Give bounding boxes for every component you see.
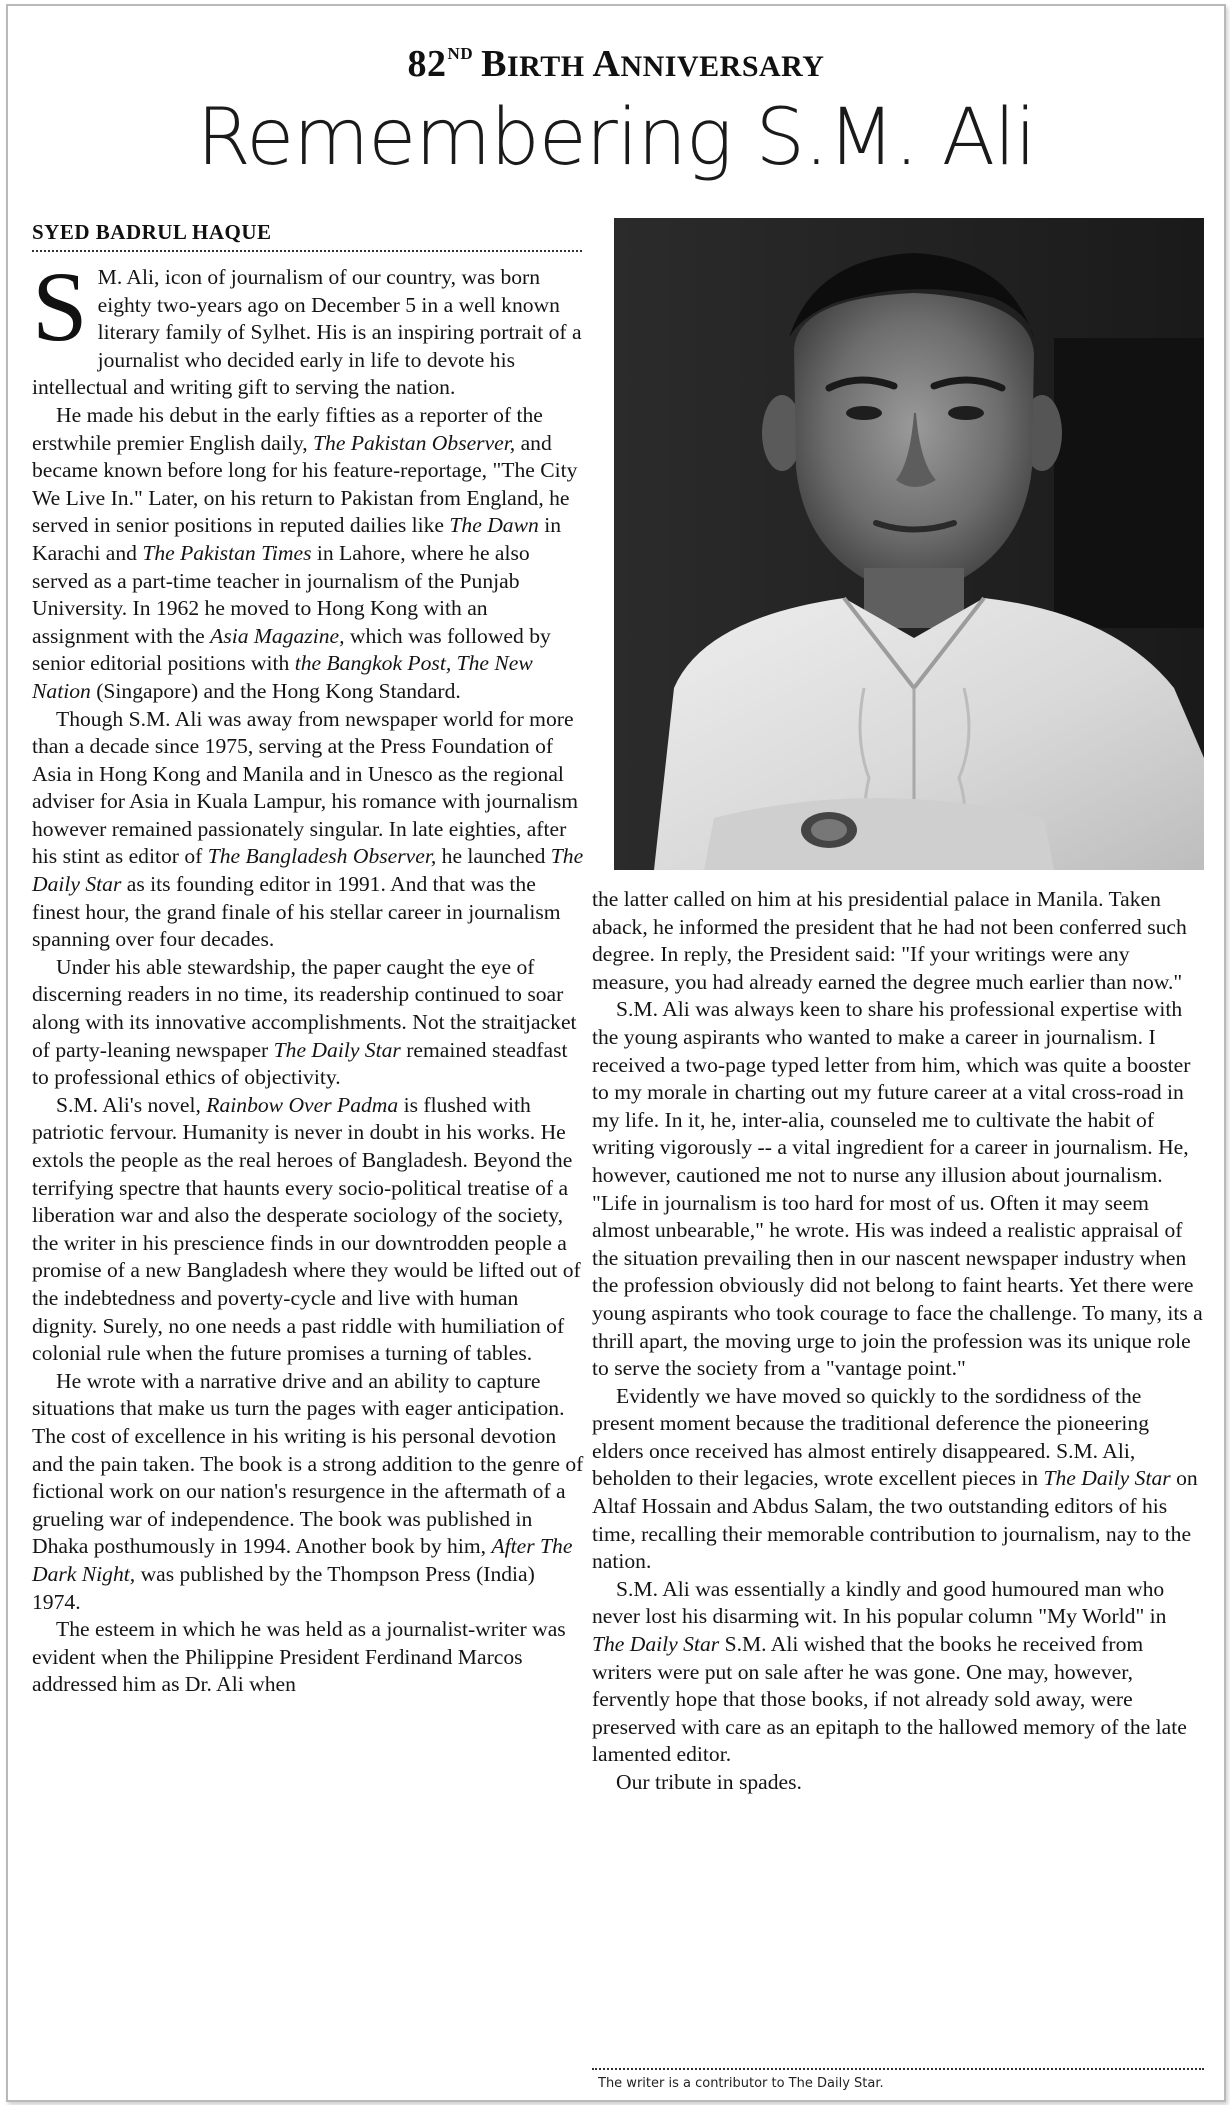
article-paragraph: Our tribute in spades. xyxy=(616,1770,802,1794)
byline-divider xyxy=(32,250,582,252)
article-paragraph: He wrote with a narrative drive and an ability to capture situations that make us turn the pages with eager anticipation. The cost of excellence in his writing is his personal devotion and the pain taken. The book is a strong addition to the genre of fictional work on our nation's resurgence in the aftermath of a grueling war of independence. The book was published in Dhaka posthumously in 1994. Another book by him, After The Dark Night, was published by the Thompson Press (India) 1974. xyxy=(32,1368,584,1614)
kicker-word1-rest: IRTH xyxy=(506,50,585,83)
article-column-right xyxy=(592,886,1204,1797)
publication-name: The Daily Star xyxy=(592,1632,720,1657)
author-byline: SYED BADRUL HAQUE xyxy=(32,220,272,244)
publication-name: Asia Magazine, xyxy=(210,623,345,648)
article-paragraph: S M. Ali, icon of journalism of our country, was born eighty two-years ago on December 5 in a well known literary family of Sylhet. His is an inspiring portrait of a journalist who decided early in life to devote his intellectual and writing gift to serving the nation. xyxy=(32,251,582,400)
article-paragraph: He made his debut in the early fifties as a reporter of the erstwhile premier English daily, The Pakistan Observer, and became known before long for his feature-reportage, "The City We Live In." Later, on his return to Pakistan from England, he served in senior positions in reputed dailies like The Dawn in Karachi and The Pakistan Times in Lahore, where he also served as a part-time teacher in journalism of the Punjab University. In 1962 he moved to Hong Kong with an assignment with the Asia Magazine, which was followed by senior editorial positions with the Bangkok Post, The New Nation (Singapore) and the Hong Kong Standard. xyxy=(32,402,578,703)
publication-name: The Daily Star xyxy=(32,844,584,897)
page-title: Remembering S.M. Ali xyxy=(196,93,1036,183)
kicker-heading xyxy=(8,42,1224,86)
publication-name: The Pakistan Times xyxy=(142,540,312,565)
ordinal-suffix: ND xyxy=(447,44,474,63)
article-column-left xyxy=(32,251,584,1699)
kicker-word2-initial: A xyxy=(592,43,621,85)
article-paragraph: The esteem in which he was held as a journalist-writer was evident when the Philippine President Ferdinand Marcos addressed him as Dr. Ali when xyxy=(32,1617,566,1697)
publication-name: the Bangkok Post, The New Nation xyxy=(32,651,533,703)
article-paragraph: S.M. Ali's novel, Rainbow Over Padma is flushed with patriotic fervour. Humanity is never in doubt in his works. He extols the people as the real heroes of Bangladesh. Beyond the terrifying spectre that haunts every socio-political treatise of a liberation war and also the desperate sociology of the society, the writer in his prescience finds in our downtrodden people a promise of a new Bangladesh where they would be lifted out of the indebtedness and poverty-cycle and live with human dignity. Surely, no one needs a past riddle with humiliation of colonial rule when the future promises a turning of tables. xyxy=(32,1092,581,1366)
footer-divider xyxy=(592,2068,1204,2070)
article-paragraph: Though S.M. Ali was away from newspaper world for more than a decade since 1975, serving at the Press Foundation of Asia in Hong Kong and Manila and in Unesco as the regional adviser for Asia in Kuala Lampur, his romance with journalism however remained passionately singular. In late eighties, after his stint as editor of The Bangladesh Observer, he launched The Daily Star as its founding editor in 1991. And that was the finest hour, the grand finale of his stellar career in journalism spanning over four decades. xyxy=(32,706,584,952)
article-paragraph: Evidently we have moved so quickly to the sordidness of the present moment because the traditional deference the pioneering elders once received has almost entirely disappeared. S.M. Ali, beholden to their legacies, wrote excellent pieces in The Daily Star on Altaf Hossain and Abdus Salam, the two outstanding editors of his time, recalling their memorable contribution to journalism, nay to the nation. xyxy=(592,1383,1198,1574)
publication-name: The Daily Star xyxy=(1043,1466,1171,1491)
publication-name: The Pakistan Observer, xyxy=(313,430,516,455)
newspaper-page xyxy=(6,4,1226,2102)
book-title: After The Dark Night, xyxy=(32,1534,573,1586)
article-paragraph: Under his able stewardship, the paper caught the eye of discerning readers in no time, its readership continued to soar along with its innovative accomplishments. Not the straitjacket of party-leaning newspaper The Daily Star remained steadfast to professional ethics of objectivity. xyxy=(32,954,577,1090)
anniversary-number: 82 xyxy=(407,43,447,85)
kicker-word2-rest: NNIVERSARY xyxy=(620,50,825,83)
kicker-word1-initial: B xyxy=(481,43,507,85)
book-title: Rainbow Over Padma xyxy=(206,1092,399,1117)
publication-name: The Bangladesh Observer, xyxy=(207,844,437,869)
article-paragraph: S.M. Ali was always keen to share his professional expertise with the young aspirants who wanted to make a career in journalism. I received a two-page typed letter from him, which was quite a booster to my morale in charting out my future career at a vital cross-road in my life. In it, he, inter-alia, counseled me to cultivate the habit of writing vigorously -- a vital ingredient for a career in journalism. He, however, cautioned me not to nurse any illusion about journalism. "Life in journalism is too hard for most of us. Often it may seem almost unbearable," he wrote. His was indeed a realistic appraisal of the situation prevailing then in our nascent newspaper industry when the profession obviously did not belong to faint hearts. Yet there were young aspirants who took courage to face the challenge. To many, its a thrill apart, the moving urge to join the profession was its unique role to serve the society from a "vantage point." xyxy=(592,997,1203,1381)
contributor-note: The writer is a contributor to The Daily Star. xyxy=(598,2076,884,2091)
portrait-photo xyxy=(614,218,1204,870)
drop-cap: S xyxy=(32,251,88,362)
article-paragraph: the latter called on him at his presidential palace in Manila. Taken aback, he informed the president that he had not been conferred such degree. In reply, the President said: "If your writings were any measure, you had already earned the degree much earlier than now." xyxy=(592,887,1187,994)
article-paragraph: S.M. Ali was essentially a kindly and good humoured man who never lost his disarming wit. In his popular column "My World" in The Daily Star S.M. Ali wished that the books he received from writers were put on sale after he was gone. One may, however, fervently hope that those books, if not already sold away, were preserved with care as an epitaph to the hallowed memory of the late lamented editor. xyxy=(592,1576,1187,1767)
publication-name: The Daily Star xyxy=(273,1037,401,1062)
publication-name: The Dawn xyxy=(449,513,539,538)
